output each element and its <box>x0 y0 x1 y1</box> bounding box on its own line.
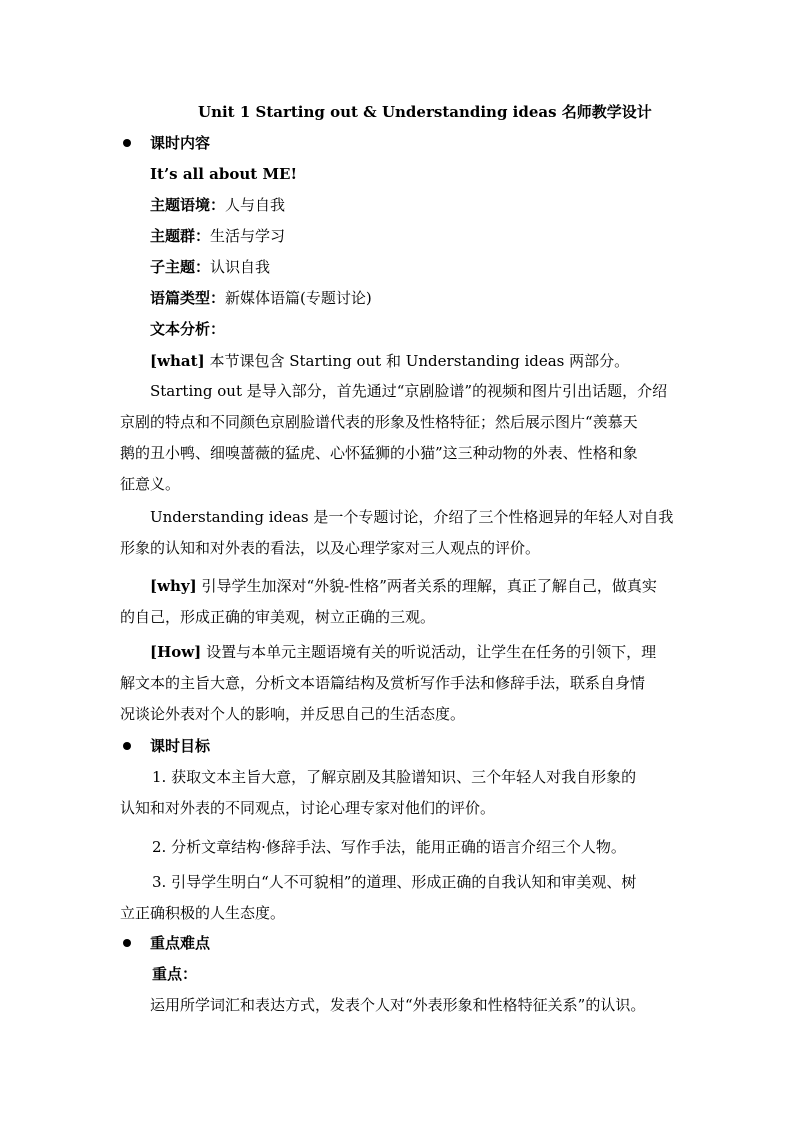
context-value: 人与自我 <box>225 196 286 214</box>
why-line-2: 的自己，形成正确的审美观，树立正确的三观。 <box>120 608 436 626</box>
section-heading-goals: 课时目标 <box>150 737 211 755</box>
bullet-icon <box>123 139 131 147</box>
group-label: 主题群： <box>150 227 211 245</box>
what-paragraph <box>150 351 629 371</box>
context-label: 主题语境： <box>150 196 226 214</box>
understanding-line-1: Understanding ideas 是一个专题讨论，介绍了三个性格迥异的年轻人对自我 <box>150 508 674 526</box>
topic-title: It’s all about ME! <box>150 165 298 183</box>
goal-2-line-1: 2. 分析文章结构·修辞手法、写作手法，能用正确的语言介绍三个人物。 <box>152 838 626 856</box>
why-paragraph <box>150 576 657 596</box>
why-tag: [why] <box>150 577 197 595</box>
subtopic-row <box>150 257 270 277</box>
bullet-icon <box>123 742 131 750</box>
group-row <box>150 226 285 246</box>
goal-3-line-1: 3. 引导学生明白“人不可貌相”的道理、形成正确的自我认知和审美观、树 <box>152 873 637 891</box>
goal-3-line-2: 立正确积极的人生态度。 <box>120 904 286 922</box>
starting-out-line-2: 京剧的特点和不同颜色京剧脸谱代表的形象及性格特征；然后展示图片“羡慕天 <box>120 413 638 431</box>
genre-value: 新媒体语篇(专题讨论) <box>225 289 372 307</box>
how-line-1: 设置与本单元主题语境有关的听说活动，让学生在任务的引领下，理 <box>201 643 657 661</box>
genre-label: 语篇类型： <box>150 289 226 307</box>
understanding-line-2: 形象的认知和对外表的看法，以及心理学家对三人观点的评价。 <box>120 539 541 557</box>
section-heading-key: 重点难点 <box>150 934 211 952</box>
bullet-icon <box>123 939 131 947</box>
starting-out-line-3: 鹅的丑小鸭、细嗅蔷薇的猛虎、心怀猛狮的小猫”这三种动物的外表、性格和象 <box>120 444 638 462</box>
subtopic-label: 子主题： <box>150 258 211 276</box>
why-line-1: 引导学生加深对“外貌-性格”两者关系的理解，真正了解自己，做真实 <box>196 577 657 595</box>
starting-out-line-1: Starting out 是导入部分，首先通过“京剧脸谱”的视频和图片引出话题，介绍 <box>150 382 668 400</box>
how-line-3: 况谈论外表对个人的影响，并反思自己的生活态度。 <box>120 705 466 723</box>
key-text: 运用所学词汇和表达方式，发表个人对“外表形象和性格特征关系”的认识。 <box>150 996 646 1014</box>
key-label: 重点： <box>152 965 198 983</box>
subtopic-value: 认识自我 <box>210 258 271 276</box>
page-title: Unit 1 Starting out & Understanding ideas 名师教学设计 <box>198 103 652 121</box>
what-tag: [what] <box>150 352 205 370</box>
group-value: 生活与学习 <box>210 227 286 245</box>
context-row <box>150 195 285 215</box>
genre-row <box>150 288 372 308</box>
section-heading-content: 课时内容 <box>150 134 211 152</box>
how-paragraph <box>150 642 656 662</box>
analysis-label: 文本分析： <box>150 320 226 338</box>
what-text: 本节课包含 Starting out 和 Understanding ideas 两部分。 <box>204 352 630 370</box>
goal-1-line-2: 认知和对外表的不同观点，讨论心理专家对他们的评价。 <box>120 799 496 817</box>
how-line-2: 解文本的主旨大意，分析文本语篇结构及赏析写作手法和修辞手法，联系自身情 <box>120 674 646 692</box>
starting-out-line-4: 征意义。 <box>120 475 181 493</box>
goal-1-line-1: 1. 获取文本主旨大意，了解京剧及其脸谱知识、三个年轻人对我自形象的 <box>152 768 637 786</box>
how-tag: [How] <box>150 643 202 661</box>
